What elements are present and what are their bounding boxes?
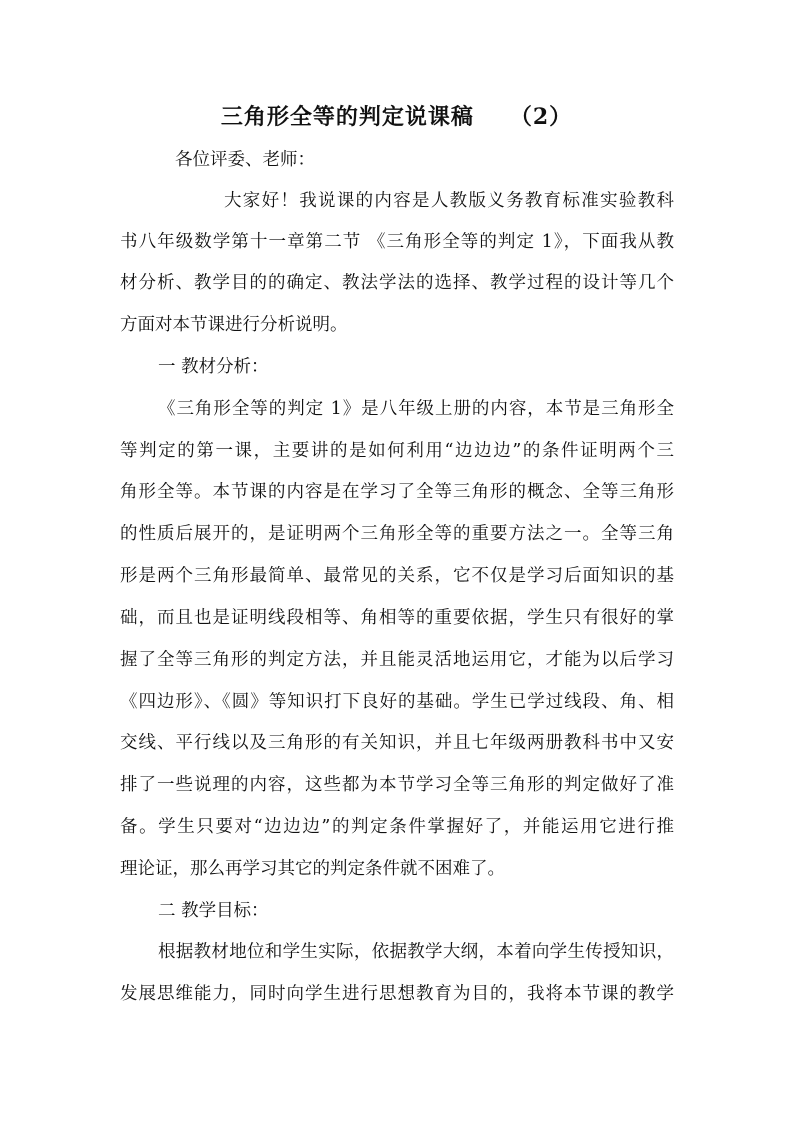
- section-heading: 二 教学目标：: [158, 901, 269, 921]
- title-number: （2）: [509, 104, 573, 130]
- page-title: [0, 100, 793, 131]
- paragraph-line: 础，而且也是证明线段相等、角相等的重要依据，学生只有很好的掌: [120, 608, 674, 628]
- paragraph-line: 理论证，那么再学习其它的判定条件就不困难了。: [120, 859, 505, 879]
- paragraph-line: 材分析、教学目的的确定、教法学法的选择、教学过程的设计等几个: [120, 273, 674, 293]
- paragraph-line: 大家好！我说课的内容是人教版义务教育标准实验教科: [224, 191, 674, 211]
- paragraph-line: 发展思维能力，同时向学生进行思想教育为目的，我将本节课的教学: [120, 984, 674, 1004]
- paragraph-line: 《四边形》、《圆》等知识打下良好的基础。学生已学过线段、角、相: [120, 692, 674, 712]
- paragraph-line: 《三角形全等的判定 1》是八年级上册的内容，本节是三角形全: [158, 399, 674, 419]
- paragraph-line: 角形全等。本节课的内容是在学习了全等三角形的概念、全等三角形: [120, 482, 674, 502]
- paragraph-line: 根据教材地位和学生实际，依据教学大纲，本着向学生传授知识，: [158, 942, 674, 962]
- paragraph-line: 书八年级数学第十一章第二节 《三角形全等的判定 1》，下面我从教: [120, 232, 674, 252]
- greeting: 各位评委、老师：: [175, 150, 315, 170]
- paragraph-line: 交线、平行线以及三角形的有关知识，并且七年级两册教科书中又安: [120, 733, 674, 753]
- title-text: 三角形全等的判定说课稿: [220, 104, 474, 130]
- section-heading: 一 教材分析：: [158, 357, 269, 377]
- paragraph-line: 方面对本节课进行分析说明。: [120, 315, 348, 335]
- paragraph-line: 排了一些说理的内容，这些都为本节学习全等三角形的判定做好了准: [120, 775, 674, 795]
- paragraph-line: 备。学生只要对“边边边”的判定条件掌握好了，并能运用它进行推: [120, 817, 674, 837]
- paragraph-line: 握了全等三角形的判定方法，并且能灵活地运用它，才能为以后学习: [120, 650, 674, 670]
- paragraph-line: 等判定的第一课，主要讲的是如何利用“边边边”的条件证明两个三: [120, 441, 674, 461]
- paragraph-line: 形是两个三角形最简单、最常见的关系，它不仅是学习后面知识的基: [120, 566, 674, 586]
- paragraph-line: 的性质后展开的，是证明两个三角形全等的重要方法之一。全等三角: [120, 524, 674, 544]
